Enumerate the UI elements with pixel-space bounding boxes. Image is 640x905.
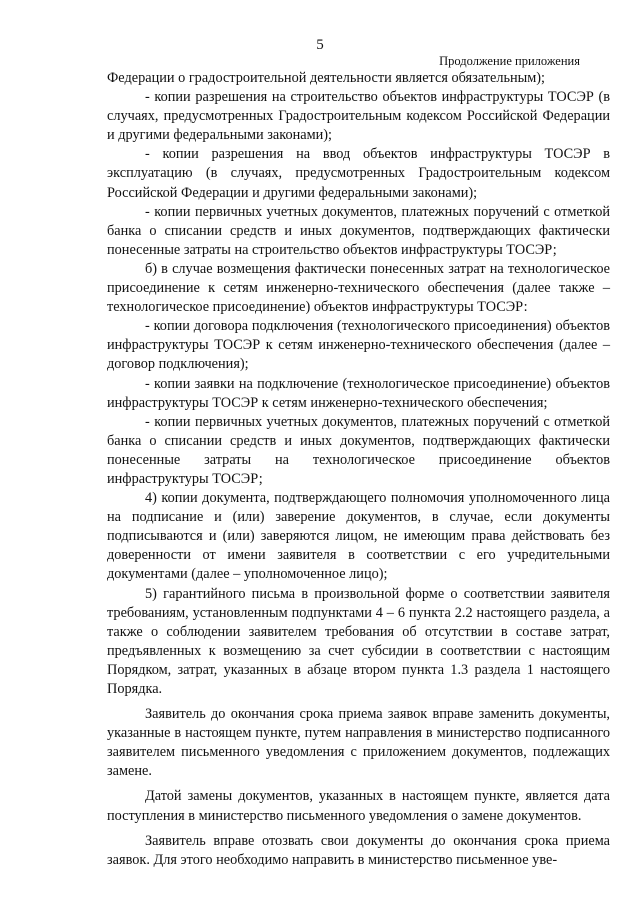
paragraph-3: - копии разрешения на ввод объектов инфраструктуры ТОСЭР в эксплуатацию (в случаях, предусмотренных Градостроительным кодексом Российской Федерации и другими федеральными законами); — [107, 146, 610, 201]
page-number: 5 — [316, 37, 324, 53]
paragraph-6: - копии договора подключения (технологического присоединения) объектов инфраструктуры ТОСЭР к сетям инженерно-технического обеспечения (далее – договор подключения); — [107, 318, 610, 373]
paragraph-10: 5) гарантийного письма в произвольной форме о соответствии заявителя требованиям, установленным подпунктами 4 – 6 пункта 2.2 настоящего раздела, а также о соблюдении заявителем требования об отсутствии в составе затрат, предъявленных к возмещению за счет субсидии в соответствии с настоящим Порядком, затрат, указанных в абзаце втором пункта 1.3 раздела 1 настоящего Порядка. — [107, 585, 610, 697]
paragraph-13: Заявитель вправе отозвать свои документы до окончания срока приема заявок. Для этого необходимо направить в министерство письменное уве- — [107, 832, 610, 868]
paragraph-12: Датой замены документов, указанных в настоящем пункте, является дата поступления в министерство письменного уведомления о замене документов. — [107, 788, 610, 824]
body-text — [107, 69, 610, 870]
paragraph-8: - копии первичных учетных документов, платежных поручений с отметкой банка о списании средств и иных документов, подтверждающих фактически понесенные затраты на технологическое присоединение объектов инфраструктуры ТОСЭР; — [107, 413, 610, 487]
paragraph-4: - копии первичных учетных документов, платежных поручений с отметкой банка о списании средств и иных документов, подтверждающих фактически понесенные затраты на строительство объектов инфраструктуры ТОСЭР; — [107, 203, 610, 258]
continuation-label: Продолжение приложения — [439, 54, 580, 68]
paragraph-2: - копии разрешения на строительство объектов инфраструктуры ТОСЭР (в случаях, предусмотренных Градостроительным кодексом Российской Федерации и другими федеральными законами); — [107, 89, 610, 144]
paragraph-11: Заявитель до окончания срока приема заявок вправе заменить документы, указанные в настоящем пункте, путем направления в министерство подписанного заявителем письменного уведомления с приложением документов, подлежащих замене. — [107, 706, 610, 780]
paragraph-9: 4) копии документа, подтверждающего полномочия уполномоченного лица на подписание и (или) заверение документов, в случае, если документы подписываются и (или) заверяются лицом, не имеющим права действовать без доверенности от имени заявителя в соответствии с его учредительными документами (далее – уполномоченное лицо); — [107, 490, 610, 583]
paragraph-5: б) в случае возмещения фактически понесенных затрат на технологическое присоединение к сетям инженерно-технического обеспечения (далее также – технологическое присоединение) объектов инфраструктуры ТОСЭР: — [107, 260, 610, 316]
paragraph-1: Федерации о градостроительной деятельности является обязательным); — [107, 70, 546, 86]
paragraph-7: - копии заявки на подключение (технологическое присоединение) объектов инфраструктуры ТОСЭР к сетям инженерно-технического обеспечения; — [107, 375, 610, 411]
